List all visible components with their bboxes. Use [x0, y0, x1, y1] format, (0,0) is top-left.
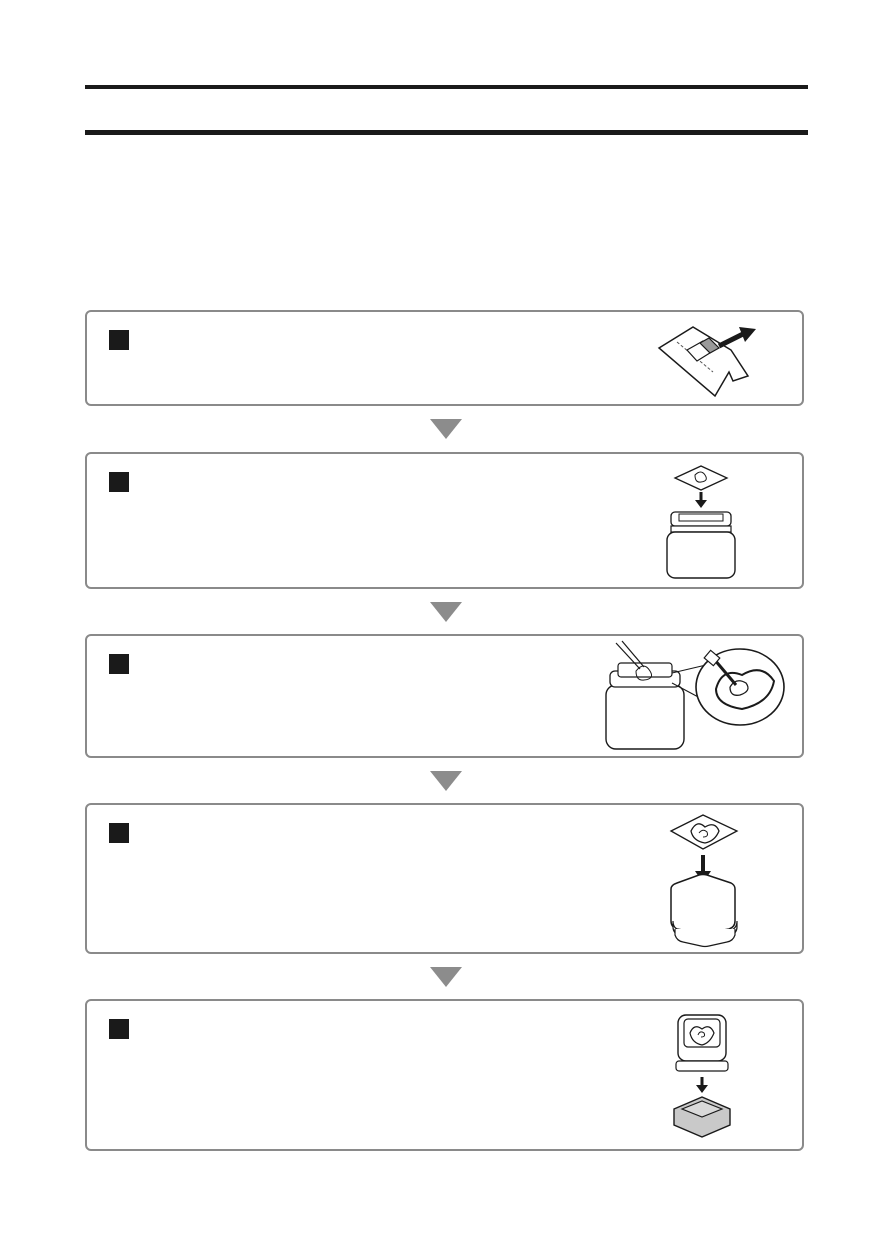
peel-sheet-illustration — [655, 324, 765, 394]
step-arrow-2 — [430, 602, 462, 622]
step-3-box — [85, 634, 804, 758]
step-5-marker — [109, 1019, 129, 1039]
holder-illustration — [670, 1011, 734, 1145]
step-arrow-4 — [430, 967, 462, 987]
step-2-marker — [109, 472, 129, 492]
step-1-marker — [109, 330, 129, 350]
cap-sheet-illustration — [665, 815, 745, 949]
ink-application-illustration — [602, 641, 787, 753]
step-4-marker — [109, 823, 129, 843]
stamp-sheet-illustration — [665, 462, 737, 584]
step-arrow-3 — [430, 771, 462, 791]
step-2-box — [85, 452, 804, 589]
step-5-box — [85, 999, 804, 1151]
header-rule-bottom — [85, 130, 808, 135]
step-1-box — [85, 310, 804, 406]
step-4-box — [85, 803, 804, 954]
step-arrow-1 — [430, 419, 462, 439]
step-3-marker — [109, 654, 129, 674]
header-rule-top — [85, 85, 808, 89]
